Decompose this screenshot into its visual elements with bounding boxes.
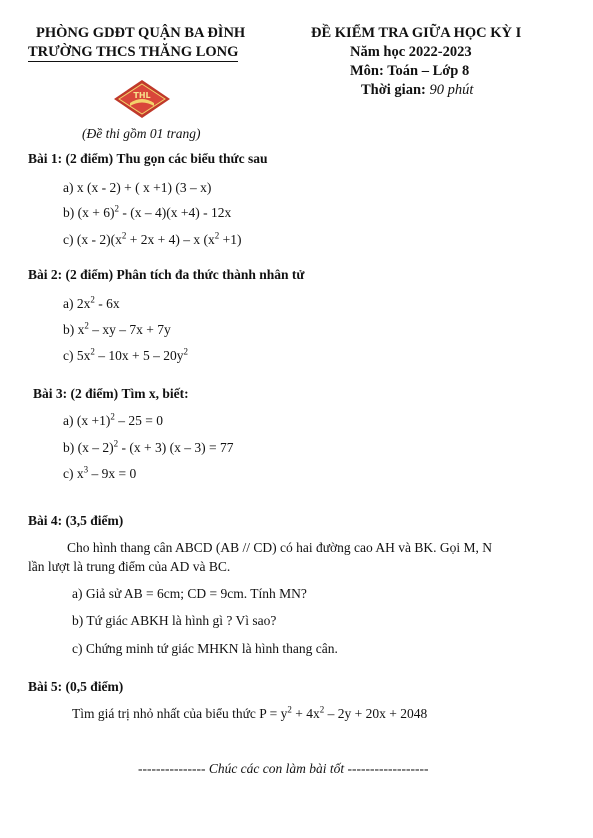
bai3-a [63, 413, 163, 429]
bai2-a-pre: a) 2x [63, 296, 91, 311]
bai2-label: Bài 2: (2 điểm) [28, 267, 114, 282]
bai3-a-post: – 25 = 0 [114, 413, 163, 428]
bai1-c-exp2: 2 [214, 230, 220, 241]
bai3-a-pre: a) (x +1) [63, 413, 111, 428]
bai1-a: a) x (x - 2) + ( x +1) (3 – x) [63, 180, 212, 195]
bai5-text-post: – 2y + 20x + 2048 [324, 706, 428, 721]
footer-dashes-right: ------------------ [347, 761, 429, 776]
school-name-text: TRƯỜNG THCS THĂNG LONG [28, 44, 239, 60]
bai3-a-exp: 2 [110, 411, 115, 422]
duration-value: 90 phút [429, 82, 474, 98]
exam-title: ĐỀ KIỂM TRA GIỮA HỌC KỲ I [311, 25, 522, 41]
bai3-b-pre: b) (x – 2) [63, 440, 114, 455]
bai3-c-post: – 9x = 0 [88, 466, 137, 481]
bai4-para-line2: lần lượt là trung điểm của AD và BC. [28, 559, 231, 574]
logo-text: THL [133, 91, 151, 100]
bai5-text-pre: Tìm giá trị nhỏ nhất của biểu thức P = y [72, 706, 288, 721]
bai1-b-exp: 2 [114, 203, 119, 214]
bai2-c-pre: c) 5x [63, 348, 91, 363]
duration-label: Thời gian [361, 82, 422, 98]
footer-wish [138, 761, 428, 777]
bai2-c-post: – 10x + 5 – 20y [94, 348, 184, 363]
bai2-b-post: – xy – 7x + 7y [88, 322, 171, 337]
bai2-c-exp1: 2 [90, 346, 95, 357]
bai2-a [63, 296, 120, 312]
bai1-label: Bài 1: (2 điểm) [28, 151, 114, 166]
bai3-label: Bài 3: (2 điểm) [33, 386, 119, 401]
bai4-para-line1: Cho hình thang cân ABCD (AB // CD) có hai đường cao AH và BK. Gọi M, N [67, 540, 493, 555]
school-department: PHÒNG GDĐT QUẬN BA ĐÌNH [36, 25, 246, 41]
bai1-c-post: +1) [219, 232, 242, 247]
bai2-c [63, 348, 188, 364]
bai2-b [63, 322, 171, 338]
school-name [28, 43, 238, 61]
bai2-c-exp2: 2 [183, 346, 188, 357]
footer-dashes-left: --------------- [138, 761, 206, 776]
page-note: (Đề thi gồm 01 trang) [82, 126, 201, 141]
bai3-b-exp: 2 [113, 438, 119, 449]
bai3-title [33, 386, 189, 402]
bai3-c [63, 466, 136, 482]
bai2-a-exp: 2 [90, 294, 95, 305]
bai5-text [72, 706, 427, 722]
bai3-c-pre: c) x [63, 466, 84, 481]
bai1-b-pre: b) (x + 6) [63, 205, 115, 220]
exam-duration: Thời gian: 90 phút [361, 82, 474, 98]
bai5-text-mid: + 4x [291, 706, 320, 721]
bai1-c-mid: + 2x + 4) – x (x [126, 232, 215, 247]
bai1-c [63, 232, 241, 248]
bai4-a: a) Giả sử AB = 6cm; CD = 9cm. Tính MN? [72, 586, 307, 601]
bai3-b [63, 440, 233, 456]
bai2-a-post: - 6x [94, 296, 120, 311]
bai3-b-post: - (x + 3) (x – 3) = 77 [118, 440, 234, 455]
footer-text: Chúc các con làm bài tốt [205, 761, 348, 776]
bai1-b-post: - (x – 4)(x +4) - 12x [118, 205, 232, 220]
bai5-exp2: 2 [319, 704, 325, 715]
bai2-text: Phân tích đa thức thành nhân tử [116, 267, 305, 282]
bai1-c-exp1: 2 [121, 230, 127, 241]
bai1-c-pre: c) (x - 2)(x [63, 232, 122, 247]
bai2-b-exp: 2 [84, 320, 89, 331]
school-year: Năm học 2022-2023 [350, 44, 472, 60]
bai3-c-exp: 3 [83, 464, 89, 475]
bai2-b-pre: b) x [63, 322, 85, 337]
bai4-title: Bài 4: (3,5 điểm) [28, 513, 124, 528]
bai1-title [28, 151, 268, 167]
bai5-title: Bài 5: (0,5 điểm) [28, 679, 124, 694]
bai4-b: b) Tứ giác ABKH là hình gì ? Vì sao? [72, 613, 277, 628]
bai2-title [28, 267, 305, 283]
bai1-b [63, 205, 231, 221]
bai4-c: c) Chứng minh tứ giác MHKN là hình thang cân. [72, 641, 338, 656]
bai5-exp1: 2 [287, 704, 292, 715]
bai3-text: Tìm x, biết: [121, 386, 189, 401]
subject: Môn: Toán – Lớp 8 [350, 63, 470, 79]
school-logo [113, 79, 171, 119]
bai1-text: Thu gọn các biểu thức sau [116, 151, 268, 166]
